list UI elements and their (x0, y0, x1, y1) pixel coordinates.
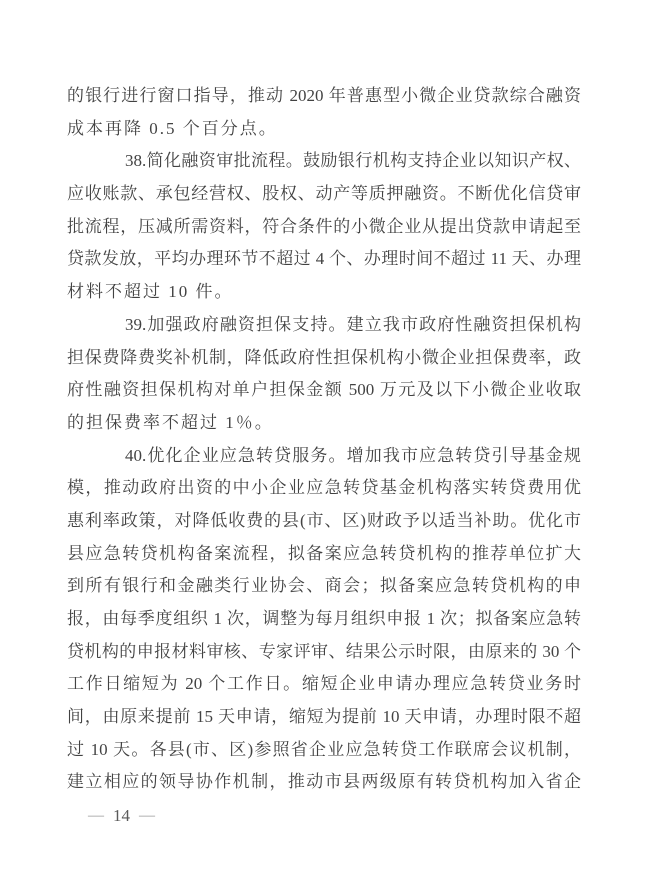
text-line: 的银行进行窗口指导，推动 2020 年普惠型小微企业贷款综合融资 (67, 86, 581, 105)
text-line: 应收账款、承包经营权、股权、动产等质押融资。不断优化信贷审 (67, 184, 581, 204)
text-line: 间，由原来提前 15 天申请，缩短为提前 10 天申请，办理时限不超 (67, 707, 581, 727)
text-line: 担保费降费奖补机制，降低政府性担保机构小微企业担保费率，政 (67, 347, 581, 367)
text-line: 建立相应的领导协作机制，推动市县两级原有转贷机构加入省企 (67, 772, 581, 792)
text-line: 40.优化企业应急转贷服务。增加我市应急转贷引导基金规 (125, 445, 581, 465)
text-line: 过 10 天。各县(市、区)参照省企业应急转贷工作联席会议机制， (67, 739, 581, 759)
text-line: 到所有银行和金融类行业协会、商会；拟备案应急转贷机构的申 (67, 576, 581, 596)
text-line: 工作日缩短为 20 个工作日。缩短企业申请办理应急转贷业务时 (67, 674, 581, 694)
footer-left-dash: — (88, 807, 104, 824)
text-line: 惠利率政策，对降低收费的县(市、区)财政予以适当补助。优化市 (67, 510, 581, 530)
text-line: 府性融资担保机构对单户担保金额 500 万元及以下小微企业收取 (67, 380, 581, 400)
text-line: 贷机构的申报材料审核、专家评审、结果公示时限，由原来的 30 个 (67, 641, 581, 661)
text-line: 成本再降 0.5 个百分点。 (67, 118, 278, 138)
text-line: 报，由每季度组织 1 次，调整为每月组织申报 1 次；拟备案应急转 (67, 609, 581, 628)
text-line: 批流程，压减所需资料，符合条件的小微企业从提出贷款申请起至 (67, 216, 581, 236)
text-line: 模，推动政府出资的中小企业应急转贷基金机构落实转贷费用优 (67, 478, 581, 498)
footer-right-dash: — (139, 807, 155, 824)
text-line: 的担保费率不超过 1％。 (67, 412, 274, 432)
text-line: 38.简化融资审批流程。鼓励银行机构支持企业以知识产权、 (125, 151, 581, 171)
text-line: 县应急转贷机构备案流程，拟备案应急转贷机构的推荐单位扩大 (67, 543, 581, 563)
text-line: 贷款发放，平均办理环节不超过 4 个、办理时间不超过 11 天、办理 (67, 249, 581, 269)
text-line: 39.加强政府融资担保支持。建立我市政府性融资担保机构 (125, 314, 581, 334)
document-body (67, 80, 581, 799)
page-number: 14 (113, 806, 130, 825)
page-footer (88, 804, 155, 828)
text-line: 材料不超过 10 件。 (67, 282, 234, 302)
